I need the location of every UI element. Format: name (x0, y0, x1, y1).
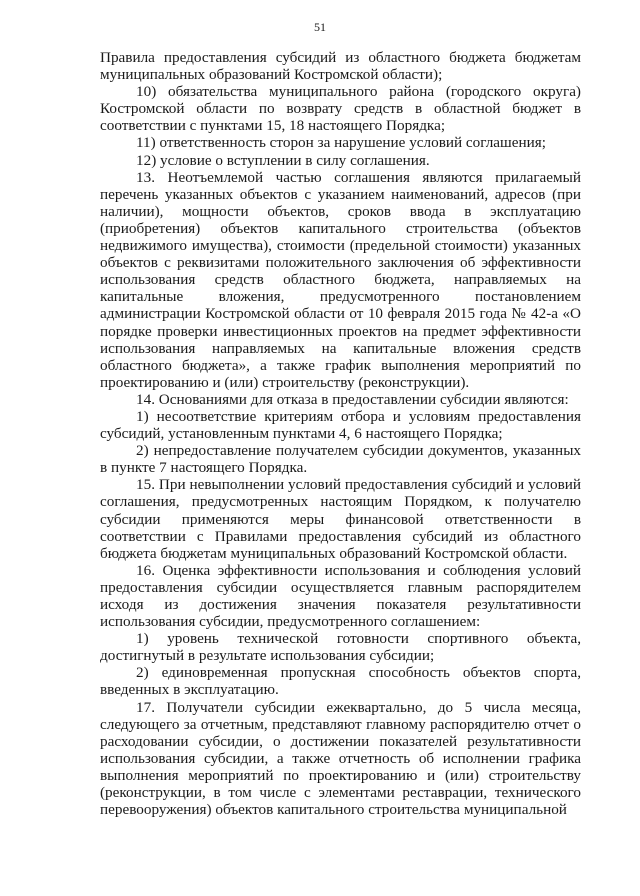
paragraph-14-item-1: 1) несоответствие критериям отбора и условиям предоставления субсидий, установленным пунктами 4, 6 настоящего Порядка; (100, 407, 581, 443)
paragraph-13: 13. Неотъемлемой частью соглашения являются прилагаемый перечень указанных объектов с указанием наименований, адресов (при наличии), мощности объектов, сроков ввода в эксплуатацию (приобретения) объектов капитального строительства (объектов недвижимого имущества), стоимости (предельной стоимости) указанных объектов с реквизитами положительного заключения об эффективности использования средств областного бюджета, направляемых на капитальные вложения, предусмотренного постановлением администрации Костромской области от 10 февраля 2015 года № 42-а «О порядке проверки инвестиционных проектов на предмет эффективности использования направляемых на капитальные вложения средств областного бюджета», а также график выполнения мероприятий по проектированию и (или) строительству (реконструкции). (100, 168, 581, 391)
paragraph-continuation: Правила предоставления субсидий из областного бюджета бюджетам муниципальных образований Костромской области); (100, 49, 581, 84)
paragraph-16-item-2: 2) единовременная пропускная способность объектов спорта, введенных в эксплуатацию. (100, 664, 581, 699)
paragraph-item-11: 11) ответственность сторон за нарушение условий соглашения; (136, 134, 546, 152)
paragraph-14: 14. Основаниями для отказа в предоставлении субсидии являются: (136, 390, 569, 408)
paragraph-item-12: 12) условие о вступлении в силу соглашения. (136, 151, 430, 169)
document-body (100, 49, 581, 818)
paragraph-16: 16. Оценка эффективности использования и соблюдения условий предоставления субсидии осуществляется главным распорядителем исходя из достижения значения показателя результативности использования субсидии, предусмотренного соглашением: (100, 561, 581, 631)
page-number: 51 (314, 20, 326, 34)
paragraph-17: 17. Получатели субсидии ежеквартально, до 5 числа месяца, следующего за отчетным, представляют главному распорядителю отчет о расходовании субсидии, о достижении показателей результативности использования субсидии, а также отчетность об исполнении графика выполнения мероприятий по проектированию и (или) строительству (реконструкции, в том числе с элементами реставрации, технического перевооружения) объектов капитального строительства муниципальной (100, 698, 581, 819)
paragraph-14-item-2: 2) непредоставление получателем субсидии документов, указанных в пункте 7 настоящего Порядка. (100, 442, 581, 477)
paragraph-item-10: 10) обязательства муниципального района (городского округа) Костромской области по возврату средств в областной бюджет в соответствии с пунктами 15, 18 настоящего Порядка; (100, 83, 581, 135)
paragraph-16-item-1: 1) уровень технической готовности спортивного объекта, достигнутый в результате использования субсидии; (100, 630, 581, 665)
paragraph-15: 15. При невыполнении условий предоставления субсидий и условий соглашения, предусмотренных настоящим Порядком, к получателю субсидии применяются меры финансовой ответственности в соответствии с Правилами предоставления субсидий из областного бюджета бюджетам муниципальных образований Костромской области. (100, 476, 581, 562)
